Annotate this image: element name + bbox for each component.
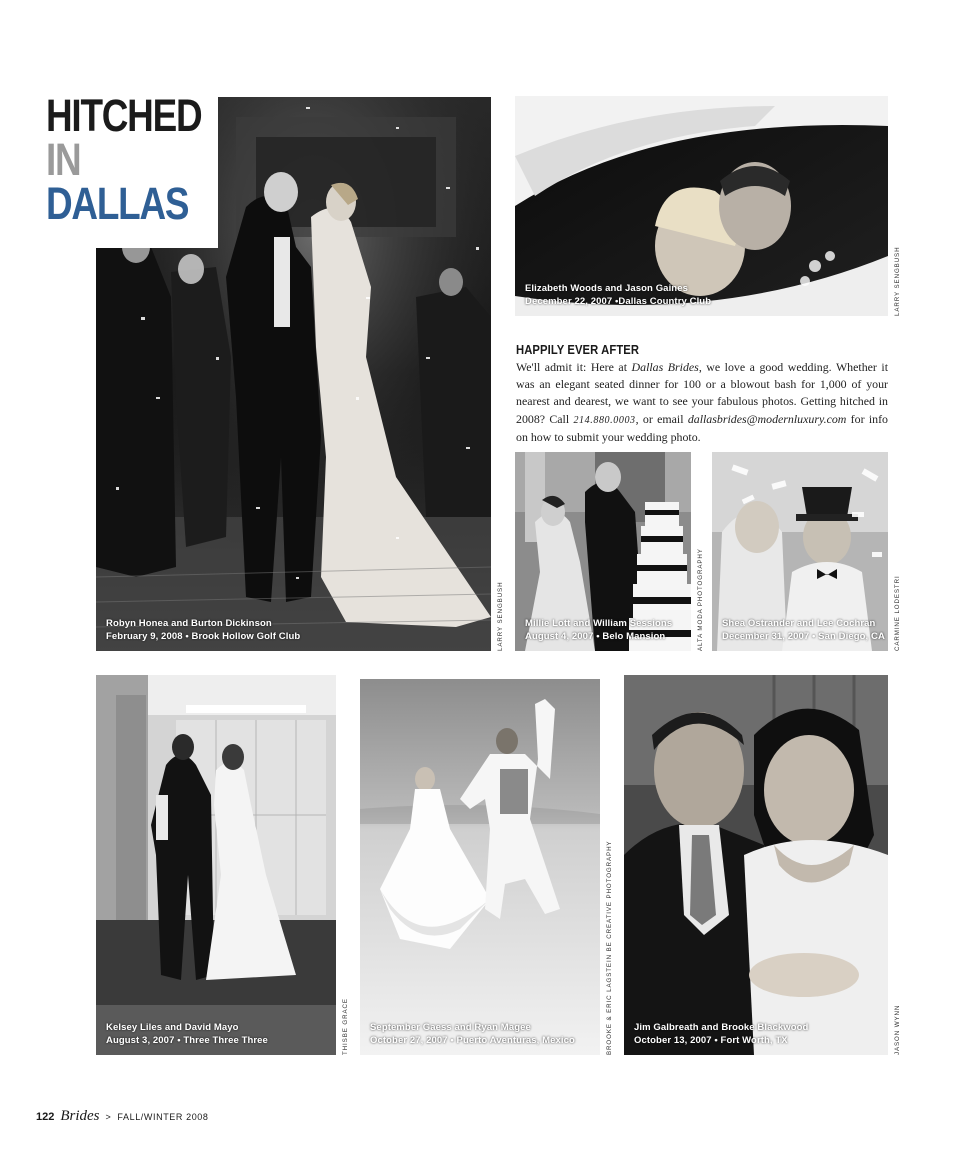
caption-cochran (722, 617, 885, 643)
caption-gaines-details: December 22, 2007 •Dallas Country Club (525, 296, 712, 307)
credit-cochran: CARMINE LODESTRI (894, 575, 901, 651)
credit-blackwood: JASON WYNN (894, 1004, 901, 1055)
caption-blackwood-names: Jim Galbreath and Brooke Blackwood (634, 1022, 809, 1033)
intro-text-1: We'll admit it: Here at (516, 360, 632, 374)
credit-sessions: ALTA MODA PHOTOGRAPHY (697, 548, 704, 651)
caption-sessions (525, 617, 672, 643)
photo-magee-wedding (360, 679, 600, 1055)
intro-phone: 214.880.0003 (573, 414, 636, 426)
intro-email: dallasbrides@modernluxury.com (687, 411, 847, 426)
photo-magee-image (360, 679, 600, 1055)
caption-cochran-details: December 31, 2007 • San Diego, CA (722, 631, 885, 642)
caption-magee-details: October 27, 2007 • Puerto Aventuras, Mexico (370, 1035, 575, 1046)
photo-mayo-image (96, 675, 336, 1055)
page-number: 122 (36, 1111, 55, 1123)
caption-sessions-names: Millie Lott and William Sessions (525, 618, 673, 629)
issue-label: FALL/WINTER 2008 (117, 1112, 209, 1122)
credit-magee: BROOKE & ERIC LAGSTEIN BE CREATIVE PHOTOGRAPHY (606, 840, 613, 1055)
caption-dickinson (106, 617, 300, 643)
caption-cochran-names: Shea Ostrander and Lee Cochran (722, 618, 876, 629)
caption-dickinson-names: Robyn Honea and Burton Dickinson (106, 618, 272, 629)
photo-blackwood-image (624, 675, 888, 1055)
caption-magee (370, 1021, 575, 1047)
credit-dickinson: LARRY SENGBUSH (497, 581, 504, 651)
photo-blackwood-wedding (624, 675, 888, 1055)
magazine-logo: Brides (60, 1108, 100, 1124)
intro-text-4: for info on how to submit your wedding photo. (516, 411, 888, 444)
caption-mayo (106, 1021, 268, 1047)
caption-mayo-details: August 3, 2007 • Three Three Three (106, 1035, 268, 1046)
intro-body (516, 359, 888, 446)
photo-gaines-wedding (515, 96, 888, 316)
intro-heading: HAPPILY EVER AFTER (516, 343, 640, 357)
intro-text-2: , we love a good wedding. Whether it was an elegant seated dinner for 100 or a blowout bash for 1,000 of your nearest and dearest, we want to see your fabulous photos. Getting hitched in 2008? Call (516, 360, 888, 426)
title-block (0, 0, 218, 248)
caption-gaines (525, 282, 711, 308)
caption-mayo-names: Kelsey Liles and David Mayo (106, 1022, 239, 1033)
photo-mayo-wedding (96, 675, 336, 1055)
intro-text-3: , or email (635, 411, 688, 426)
intro-magazine-name: Dallas Brides (631, 360, 699, 374)
title-hitched: HITCHED (46, 90, 202, 141)
caption-sessions-details: August 4, 2007 • Belo Mansion (525, 631, 666, 642)
photo-cochran-wedding (712, 452, 888, 651)
photo-sessions-wedding (515, 452, 691, 651)
page-footer (36, 1108, 209, 1128)
title-in: IN (46, 134, 81, 185)
caption-dickinson-details: February 9, 2008 • Brook Hollow Golf Club (106, 631, 301, 642)
title-dallas: DALLAS (46, 178, 189, 229)
caption-blackwood (634, 1021, 808, 1047)
caption-magee-names: September Gaess and Ryan Magee (370, 1022, 531, 1033)
caption-blackwood-details: October 13, 2007 • Fort Worth, TX (634, 1035, 788, 1046)
footer-arrow: > (105, 1112, 112, 1122)
credit-mayo: THISBE GRACE (342, 998, 349, 1055)
credit-gaines: LARRY SENGBUSH (894, 246, 901, 316)
caption-gaines-names: Elizabeth Woods and Jason Gaines (525, 283, 688, 294)
